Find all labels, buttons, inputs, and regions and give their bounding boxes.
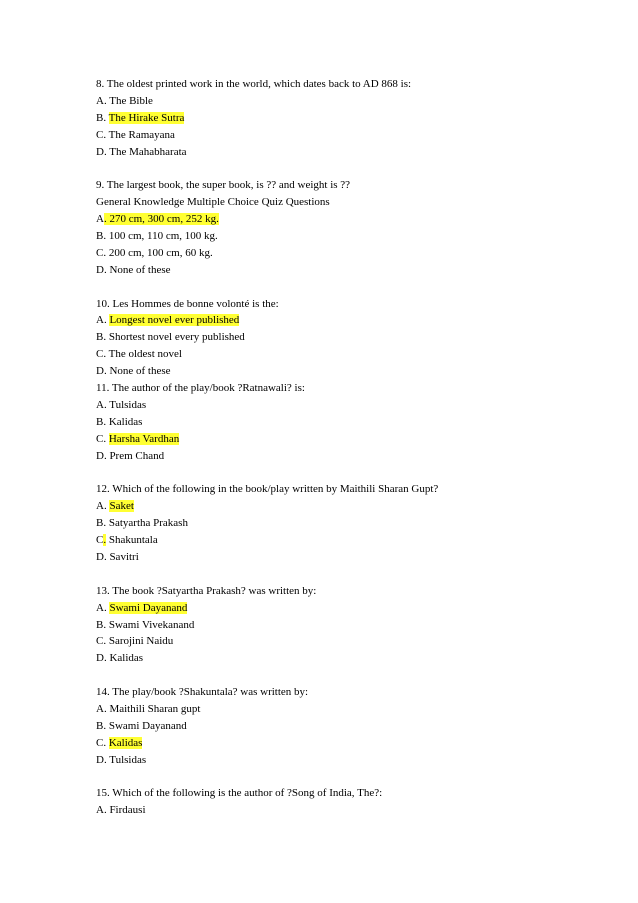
spacer	[96, 667, 596, 684]
question-10-option-d: D. None of these	[96, 365, 171, 378]
answer-highlight: Harsha Vardhan	[108, 432, 180, 445]
question-12-option-b: B. Satyartha Prakash	[96, 517, 188, 530]
question-12-text: 12. Which of the following in the book/play written by Maithili Sharan Gupt?	[96, 483, 439, 496]
question-14-option-b: B. Swami Dayanand	[96, 719, 187, 732]
question-8-option-b: B. The Hirake Sutra	[96, 111, 185, 124]
question-11-option-c: C. Harsha Vardhan	[96, 432, 180, 445]
question-8-option-c: C. The Ramayana	[96, 128, 175, 141]
question-13-option-a: A. Swami Dayanand	[96, 601, 188, 614]
answer-highlight: The Hirake Sutra	[108, 111, 185, 124]
question-13-text: 13. The book ?Satyartha Prakash? was written by:	[96, 584, 317, 597]
question-9-option-c: C. 200 cm, 100 cm, 60 kg.	[96, 246, 213, 259]
spacer	[96, 566, 596, 583]
spacer	[96, 769, 596, 786]
question-9-option-a: A. 270 cm, 300 cm, 252 kg.	[96, 213, 219, 226]
question-8-text: 8. The oldest printed work in the world, which dates back to AD 868 is:	[96, 78, 412, 90]
question-12-option-c: C. Shakuntala	[96, 534, 158, 547]
question-9-option-d: D. None of these	[96, 263, 171, 276]
question-14-option-d: D. Tulsidas	[96, 753, 147, 766]
spacer	[96, 464, 596, 481]
question-13-option-d: D. Kalidas	[96, 652, 144, 665]
question-9-text: 9. The largest book, the super book, is ?? and weight is ??	[96, 179, 351, 192]
question-12-option-d: D. Savitri	[96, 550, 139, 563]
question-10-option-a: A. Longest novel ever published	[96, 314, 240, 327]
question-11-text: 11. The author of the play/book ?Ratnawali? is:	[96, 382, 305, 395]
answer-highlight: Saket	[109, 500, 134, 513]
question-14-text: 14. The play/book ?Shakuntala? was written by:	[96, 686, 309, 699]
question-11-option-a: A. Tulsidas	[96, 398, 147, 411]
question-12-option-a: A. Saket	[96, 500, 134, 513]
question-13-option-c: C. Sarojini Naidu	[96, 635, 174, 648]
answer-highlight: .	[103, 534, 107, 547]
question-14-option-a: A. Maithili Sharan gupt	[96, 702, 201, 715]
question-10-text: 10. Les Hommes de bonne volonté is the:	[96, 297, 279, 310]
question-14-option-c: C. Kalidas	[96, 736, 143, 749]
answer-highlight: Kalidas	[108, 736, 143, 749]
answer-highlight: Swami Dayanand	[109, 601, 188, 614]
question-9-option-b: B. 100 cm, 110 cm, 100 kg.	[96, 230, 218, 243]
question-15-text: 15. Which of the following is the author of ?Song of India, The?:	[96, 787, 383, 800]
question-8-option-a: A. The Bible	[96, 94, 153, 107]
question-8-option-d: D. The Mahabharata	[96, 145, 187, 158]
question-11-option-d: D. Prem Chand	[96, 449, 165, 462]
answer-highlight: Longest novel ever published	[109, 314, 240, 327]
answer-highlight: . 270 cm, 300 cm, 252 kg.	[103, 213, 219, 226]
question-10-option-c: C. The oldest novel	[96, 348, 182, 361]
question-9-subtitle: General Knowledge Multiple Choice Quiz Questions	[96, 196, 330, 209]
question-13-option-b: B. Swami Vivekanand	[96, 618, 195, 631]
question-10-option-b: B. Shortest novel every published	[96, 331, 245, 344]
question-11-option-b: B. Kalidas	[96, 415, 143, 428]
question-15-option-a: A. Firdausi	[96, 804, 146, 817]
document-page	[96, 76, 596, 819]
spacer	[96, 160, 596, 177]
spacer	[96, 279, 596, 296]
